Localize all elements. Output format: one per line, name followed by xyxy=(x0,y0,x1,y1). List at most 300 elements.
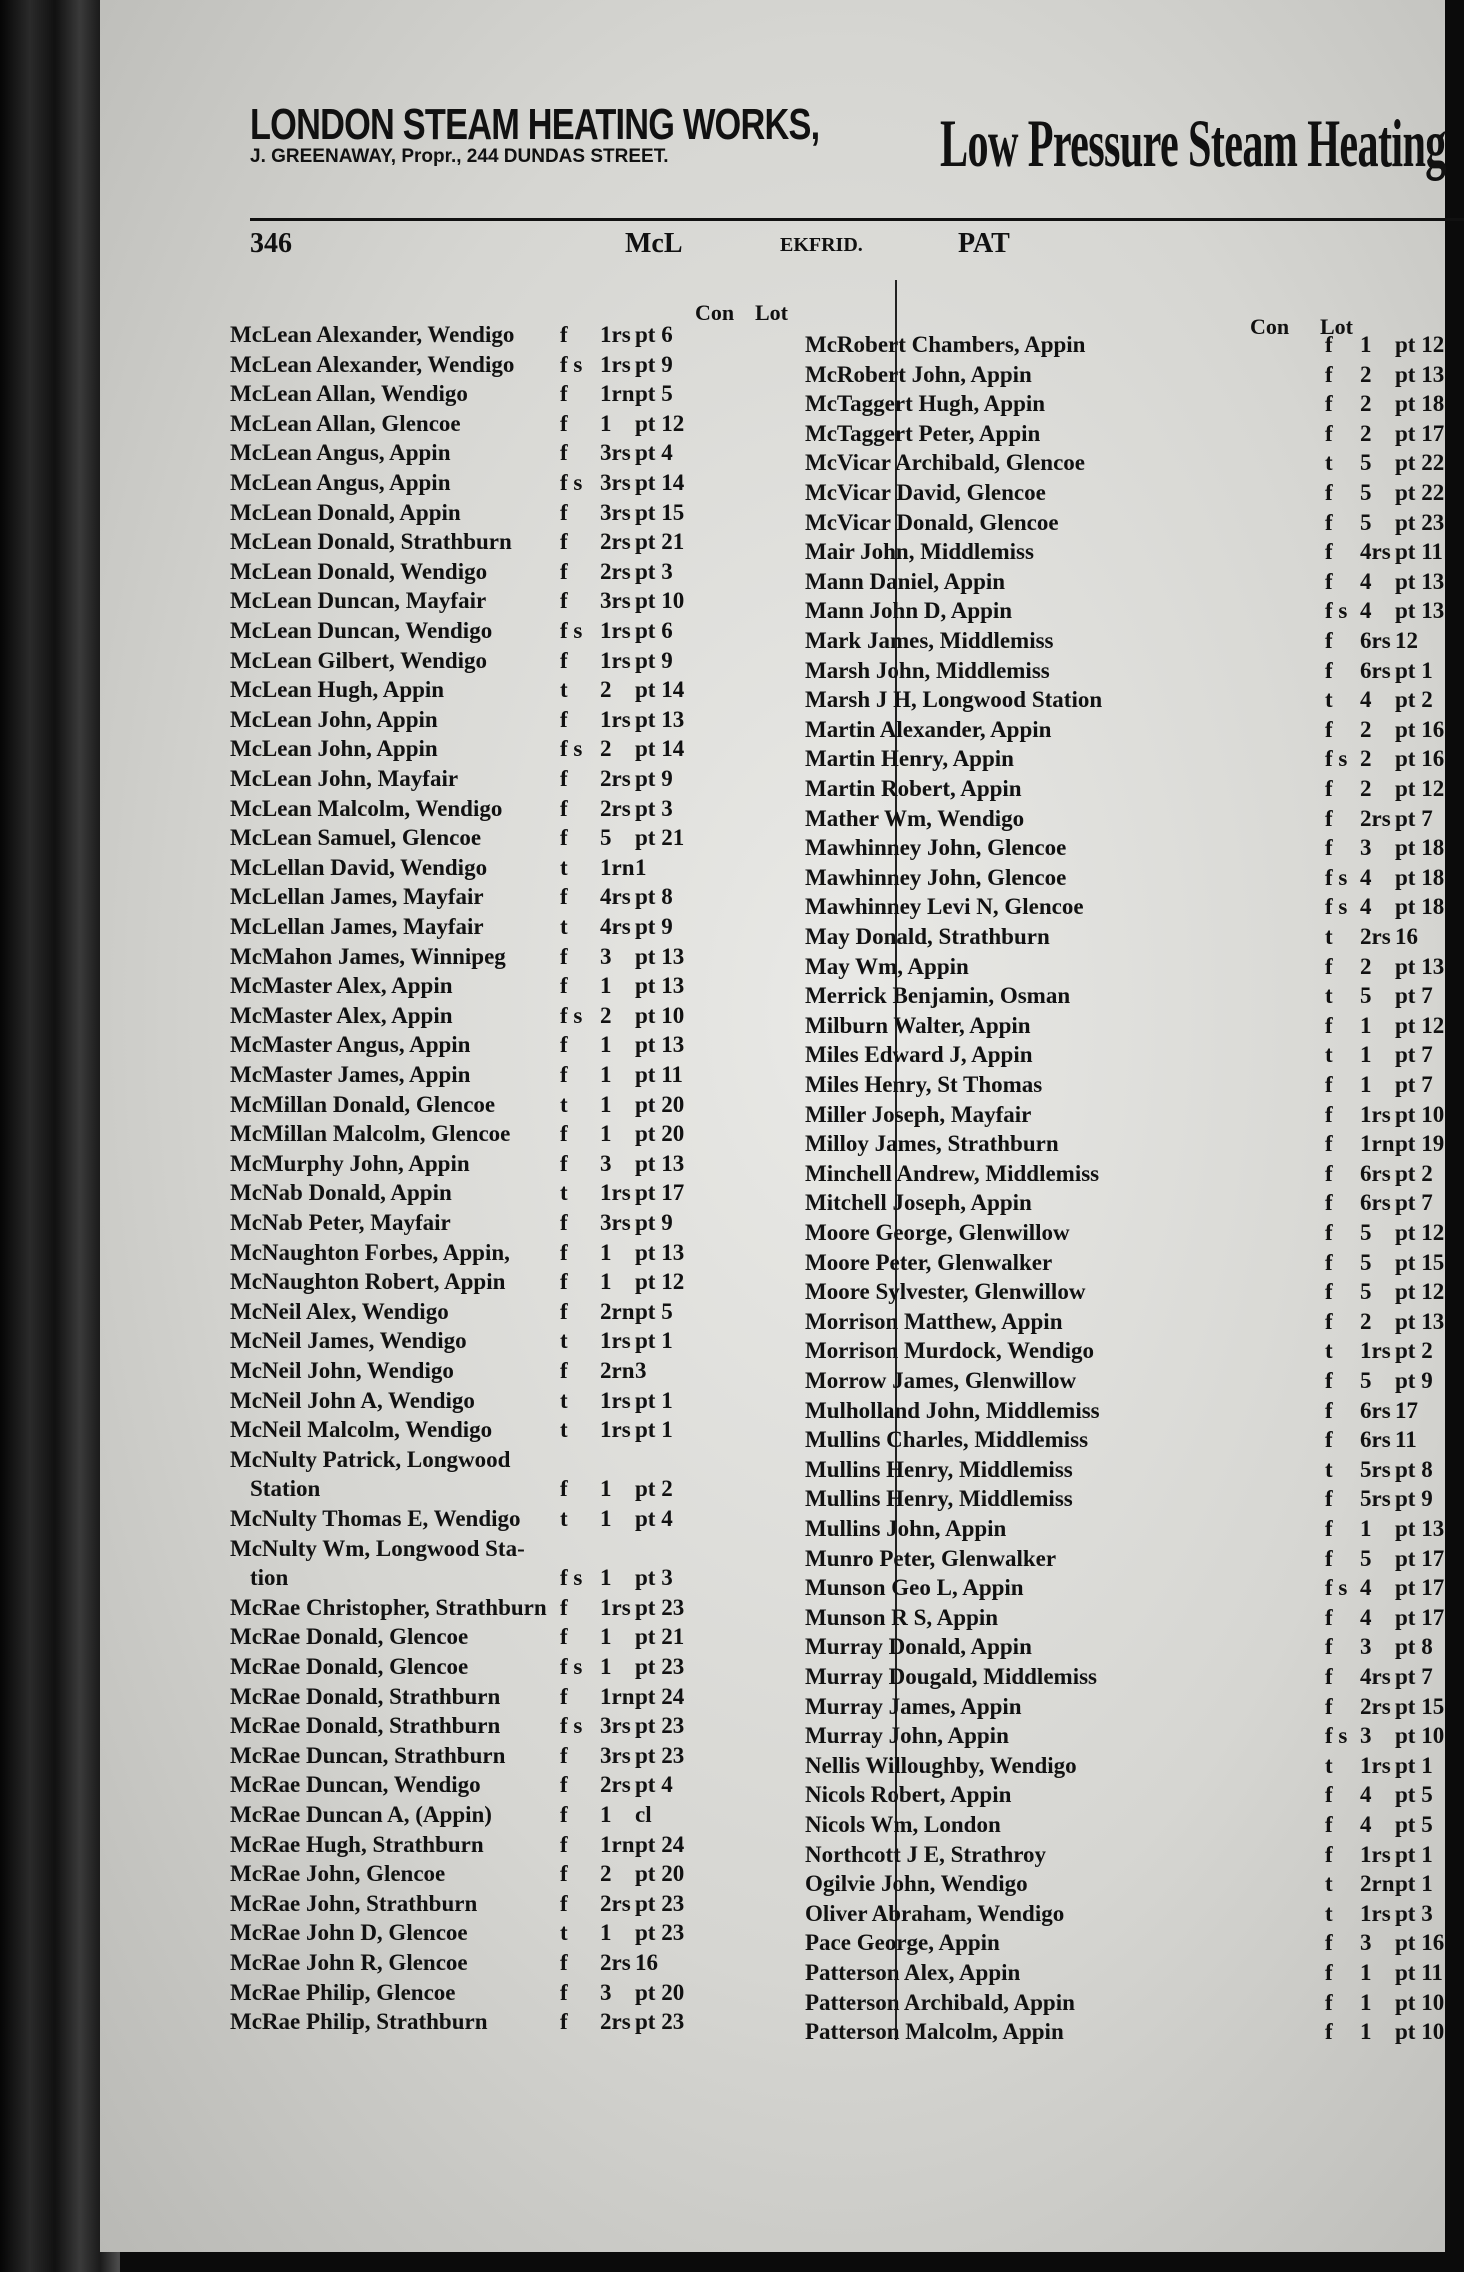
directory-entry xyxy=(805,1042,1445,1070)
entry-concession: 1rs xyxy=(600,1328,631,1354)
entry-name: McTaggert Hugh, Appin xyxy=(805,391,1046,417)
directory-entry xyxy=(230,1565,890,1593)
banner-left xyxy=(250,100,980,168)
entry-concession: 1rs xyxy=(1360,1900,1391,1926)
entry-tenure: f xyxy=(1325,657,1333,683)
entry-tenure: f xyxy=(560,1239,568,1265)
directory-entry xyxy=(230,440,890,468)
entry-tenure: f xyxy=(1325,391,1333,417)
entry-lot: pt 23 xyxy=(635,1742,685,1768)
entry-lot: pt 3 xyxy=(635,795,673,821)
directory-entry xyxy=(230,884,890,912)
directory-entry xyxy=(805,1486,1445,1514)
directory-entry xyxy=(230,529,890,557)
entry-tenure: t xyxy=(560,1417,568,1443)
directory-entry xyxy=(230,1980,890,2008)
entry-concession: 5rs xyxy=(1360,1456,1391,1482)
directory-entry xyxy=(805,1753,1445,1781)
entry-lot: pt 3 xyxy=(635,1565,673,1591)
entry-lot: pt 22 xyxy=(1395,450,1445,476)
entry-concession: 4rs xyxy=(1360,539,1391,565)
entry-tenure: f xyxy=(560,322,568,347)
entry-name: Martin Robert, Appin xyxy=(805,776,1022,801)
entry-tenure: f xyxy=(560,440,568,466)
entry-concession: 3rs xyxy=(600,440,631,466)
entry-tenure: f xyxy=(1325,1930,1333,1956)
directory-entry xyxy=(805,1368,1445,1396)
entry-concession: 4 xyxy=(1360,598,1372,624)
directory-entry xyxy=(230,855,890,883)
entry-concession: 6rs xyxy=(1360,1160,1391,1186)
entry-tenure: f xyxy=(560,1032,568,1058)
entry-tenure: f s xyxy=(1325,894,1348,920)
entry-lot: pt 1 xyxy=(1395,1841,1433,1867)
directory-entry xyxy=(230,1802,890,1830)
entry-lot: 17 xyxy=(1395,1397,1418,1423)
entry-concession: 2rs xyxy=(600,529,631,555)
entry-tenure: f xyxy=(1325,835,1333,861)
entry-concession: 1 xyxy=(1360,1012,1372,1038)
directory-entry xyxy=(805,1072,1445,1100)
entry-tenure: f xyxy=(560,1121,568,1147)
entry-name: McNeil Alex, Wendigo xyxy=(230,1298,449,1324)
directory-entry xyxy=(805,1190,1445,1218)
entry-tenure: f xyxy=(1325,1841,1333,1867)
directory-entry xyxy=(805,1871,1445,1899)
entry-name: McLean John, Appin xyxy=(230,736,438,762)
entry-name: McNulty Patrick, Longwood xyxy=(230,1446,511,1472)
entry-concession: 2 xyxy=(1360,391,1372,417)
directory-entry xyxy=(230,677,890,705)
entry-concession: 3 xyxy=(1360,1930,1372,1956)
entry-tenure: t xyxy=(1325,1338,1333,1364)
entry-name: Munson R S, Appin xyxy=(805,1604,999,1630)
entry-tenure: f xyxy=(1325,1220,1333,1245)
entry-name: Miller Joseph, Mayfair xyxy=(805,1101,1032,1127)
directory-entry xyxy=(230,618,890,646)
entry-lot: pt 5 xyxy=(1395,1782,1433,1808)
directory-entry xyxy=(805,717,1445,745)
directory-entry xyxy=(230,1417,890,1445)
entry-lot: pt 23 xyxy=(635,1713,685,1739)
entry-name: McNeil Malcolm, Wendigo xyxy=(230,1417,493,1443)
entry-lot: 1 xyxy=(635,854,647,880)
directory-entry xyxy=(230,1180,890,1208)
entry-tenure: f xyxy=(560,706,568,732)
entry-name: McLellan James, Mayfair xyxy=(230,914,484,939)
entry-lot: pt 1 xyxy=(635,1387,673,1413)
directory-entry xyxy=(805,598,1445,626)
entry-tenure: t xyxy=(560,914,568,939)
entry-concession: 5 xyxy=(1360,509,1372,535)
entry-lot: pt 2 xyxy=(1395,1160,1433,1186)
entry-name: McLean Donald, Wendigo xyxy=(230,558,488,584)
directory-entry xyxy=(230,1536,890,1564)
entry-tenure: f s xyxy=(560,1002,583,1028)
directory-entry xyxy=(805,1960,1445,1988)
entry-concession: 1 xyxy=(600,973,612,999)
directory-entry xyxy=(805,1930,1445,1958)
entry-tenure: f xyxy=(560,1831,568,1857)
entry-name: Martin Alexander, Appin xyxy=(805,716,1052,742)
entry-concession: 4 xyxy=(1360,568,1372,594)
entry-tenure: f xyxy=(1325,539,1333,565)
entry-tenure: f xyxy=(1325,1101,1333,1127)
entry-concession: 1 xyxy=(600,1506,612,1531)
entry-tenure: t xyxy=(560,854,568,880)
entry-lot: pt 20 xyxy=(635,1091,685,1117)
entry-lot: pt 24 xyxy=(635,1831,685,1857)
directory-entry xyxy=(230,648,890,676)
entry-concession: 1 xyxy=(600,1091,612,1117)
directory-entry xyxy=(230,1743,890,1771)
entry-name: McNaughton Robert, Appin xyxy=(230,1269,506,1295)
entry-lot: pt 5 xyxy=(1395,1812,1433,1837)
entry-lot: pt 1 xyxy=(1395,657,1433,683)
entry-tenure: f s xyxy=(560,1713,583,1739)
entry-name: McNulty Thomas E, Wendigo xyxy=(230,1506,521,1531)
entry-name: Minchell Andrew, Middlemiss xyxy=(805,1160,1100,1186)
entry-lot: pt 10 xyxy=(1395,1723,1445,1749)
directory-entry xyxy=(230,1358,890,1386)
entry-concession: 5 xyxy=(1360,983,1372,1009)
entry-tenure: f xyxy=(560,1594,568,1620)
entry-tenure: f xyxy=(560,1210,568,1235)
entry-lot: pt 13 xyxy=(1395,598,1445,624)
entry-lot: pt 8 xyxy=(635,884,673,910)
entry-name: Miles Henry, St Thomas xyxy=(805,1072,1043,1097)
entry-concession: 2 xyxy=(600,1861,612,1887)
banner-title: LONDON STEAM HEATING WORKS, xyxy=(250,100,820,149)
directory-entry xyxy=(230,707,890,735)
directory-entry xyxy=(805,658,1445,686)
entry-lot: pt 9 xyxy=(1395,1486,1433,1512)
entry-concession: 3rs xyxy=(600,1713,631,1739)
entry-lot: pt 4 xyxy=(635,440,673,466)
right-con-header: Con xyxy=(1250,314,1290,339)
directory-entry xyxy=(230,1269,890,1297)
directory-entry xyxy=(230,411,890,439)
entry-lot: pt 20 xyxy=(635,1861,685,1887)
directory-entry xyxy=(805,510,1445,538)
entry-concession: 1rs xyxy=(600,618,631,643)
entry-concession: 1 xyxy=(1360,2019,1372,2045)
entry-lot: pt 23 xyxy=(635,1654,685,1679)
entry-tenure: f s xyxy=(1325,1723,1348,1749)
banner-tagline: Low Pressure Steam Heating xyxy=(940,105,1446,181)
entry-name: Patterson Malcolm, Appin xyxy=(805,2019,1064,2045)
left-lot-header: Lot xyxy=(755,300,788,325)
entry-tenure: f s xyxy=(1325,864,1348,890)
entry-name: McNeil John A, Wendigo xyxy=(230,1387,475,1413)
entry-lot: pt 11 xyxy=(1395,539,1443,565)
entry-name: Mather Wm, Wendigo xyxy=(805,805,1025,831)
directory-entry xyxy=(805,628,1445,656)
entry-concession: 1rs xyxy=(600,1594,631,1620)
directory-entry xyxy=(805,1309,1445,1337)
directory-entry xyxy=(230,1003,890,1031)
entry-lot: pt 18 xyxy=(1395,835,1445,861)
entry-tenure: f xyxy=(1325,1604,1333,1630)
entry-lot: pt 9 xyxy=(635,351,673,377)
entry-concession: 4rs xyxy=(600,914,631,939)
entry-tenure: f s xyxy=(560,351,583,377)
directory-entry xyxy=(805,1990,1445,2018)
directory-entry xyxy=(805,1812,1445,1840)
entry-concession: 3 xyxy=(600,1150,612,1176)
entry-tenure: t xyxy=(560,1180,568,1206)
entry-lot: pt 21 xyxy=(635,529,685,555)
directory-entry xyxy=(230,1476,890,1504)
directory-entry xyxy=(805,776,1445,804)
entry-tenure: f xyxy=(1325,953,1333,979)
entry-name: McRae Duncan, Wendigo xyxy=(230,1772,481,1798)
entry-name: Mulholland John, Middlemiss xyxy=(805,1397,1100,1423)
entry-lot: pt 3 xyxy=(635,558,673,584)
entry-tenure: f xyxy=(560,1269,568,1295)
entry-lot: pt 5 xyxy=(635,381,673,407)
entry-tenure: f s xyxy=(560,1565,583,1591)
entry-tenure: t xyxy=(1325,1871,1333,1897)
entry-concession: 4 xyxy=(1360,1812,1372,1837)
directory-entry xyxy=(805,806,1445,834)
entry-lot: pt 13 xyxy=(1395,1516,1445,1541)
entry-name: McNab Peter, Mayfair xyxy=(230,1210,451,1235)
entry-name: McRobert Chambers, Appin xyxy=(805,332,1086,357)
entry-name: McLean John, Mayfair xyxy=(230,766,459,791)
entry-name: McRae Hugh, Strathburn xyxy=(230,1831,484,1857)
entry-tenure: f xyxy=(560,1624,568,1650)
entry-tenure: t xyxy=(560,1091,568,1117)
entry-lot: pt 7 xyxy=(1395,983,1433,1009)
entry-name: Mullins John, Appin xyxy=(805,1516,1007,1541)
entry-concession: 1 xyxy=(600,1476,612,1502)
entry-lot: 16 xyxy=(635,1950,658,1975)
entry-lot: pt 11 xyxy=(635,1062,683,1087)
entry-lot: pt 6 xyxy=(635,322,673,347)
directory-entry xyxy=(805,1338,1445,1366)
entry-concession: 6rs xyxy=(1360,1397,1391,1423)
entry-name: Pace George, Appin xyxy=(805,1930,1000,1956)
directory-entry xyxy=(805,1427,1445,1455)
entry-concession: 1 xyxy=(1360,1516,1372,1541)
entry-lot: pt 10 xyxy=(1395,1989,1445,2015)
entry-tenure: f xyxy=(560,381,568,407)
entry-name: McRae John D, Glencoe xyxy=(230,1920,468,1946)
entry-concession: 2 xyxy=(1360,420,1372,446)
entry-tenure: f xyxy=(1325,1012,1333,1038)
entry-tenure: f s xyxy=(1325,1575,1348,1601)
entry-concession: 1 xyxy=(600,1802,612,1827)
directory-entry xyxy=(230,500,890,528)
directory-entry xyxy=(805,1102,1445,1130)
entry-lot: pt 3 xyxy=(1395,1900,1433,1926)
entry-tenure: f xyxy=(560,558,568,584)
entry-tenure: t xyxy=(1325,924,1333,949)
directory-entry xyxy=(230,588,890,616)
entry-concession: 2rs xyxy=(600,1772,631,1798)
entry-tenure: f xyxy=(560,1683,568,1709)
entry-name: McLean Angus, Appin xyxy=(230,440,451,466)
entry-lot: pt 16 xyxy=(1395,1930,1445,1956)
directory-entry xyxy=(230,1092,890,1120)
entry-lot: pt 8 xyxy=(1395,1634,1433,1660)
entry-concession: 2 xyxy=(1360,746,1372,772)
entry-concession: 1rs xyxy=(600,1387,631,1413)
entry-concession: 5 xyxy=(1360,1368,1372,1393)
directory-entry xyxy=(805,1575,1445,1603)
directory-entry xyxy=(805,332,1445,360)
entry-name: McNeil James, Wendigo xyxy=(230,1328,467,1354)
entry-name: Mawhinney John, Glencoe xyxy=(805,835,1067,861)
entry-concession: 6rs xyxy=(1360,628,1391,653)
entry-concession: 3rs xyxy=(600,1742,631,1768)
entry-concession: 3 xyxy=(1360,1723,1372,1749)
entry-tenure: t xyxy=(560,1920,568,1946)
entry-concession: 1rs xyxy=(1360,1338,1391,1364)
entry-tenure: f xyxy=(560,795,568,821)
entry-lot: pt 10 xyxy=(635,1002,685,1028)
entry-tenure: f xyxy=(1325,361,1333,387)
entry-name: Morrison Matthew, Appin xyxy=(805,1308,1063,1334)
directory-entry xyxy=(230,1151,890,1179)
entry-tenure: f xyxy=(560,1950,568,1975)
directory-entry xyxy=(805,1634,1445,1662)
entry-tenure: f xyxy=(1325,1960,1333,1985)
entry-concession: 2rs xyxy=(600,2009,631,2035)
banner-subtitle: J. GREENAWAY, Propr., 244 DUNDAS STREET. xyxy=(250,146,669,167)
entry-concession: 1rs xyxy=(600,1417,631,1443)
entry-name: Patterson Alex, Appin xyxy=(805,1960,1021,1985)
entry-tenure: f xyxy=(1325,509,1333,535)
directory-entry xyxy=(805,1605,1445,1633)
entry-tenure: f xyxy=(1325,1693,1333,1719)
entry-concession: 1 xyxy=(600,1565,612,1591)
directory-entry xyxy=(805,1398,1445,1426)
directory-entry xyxy=(805,924,1445,952)
entry-name: Oliver Abraham, Wendigo xyxy=(805,1900,1065,1926)
entry-name: McRae Donald, Glencoe xyxy=(230,1654,469,1679)
entry-lot: pt 7 xyxy=(1395,1664,1433,1689)
entry-lot: pt 6 xyxy=(635,618,673,643)
entry-lot: pt 7 xyxy=(1395,805,1433,831)
directory-entry xyxy=(230,381,890,409)
directory-entry xyxy=(230,1595,890,1623)
entry-tenure: f xyxy=(560,1742,568,1768)
entry-concession: 6rs xyxy=(1360,1190,1391,1216)
entry-name: Mawhinney John, Glencoe xyxy=(805,864,1067,890)
entry-name: McRae Philip, Glencoe xyxy=(230,1979,456,2005)
entry-concession: 2rs xyxy=(600,1950,631,1975)
entry-concession: 2 xyxy=(1360,953,1372,979)
entry-lot: pt 2 xyxy=(1395,1338,1433,1364)
directory-entry xyxy=(230,973,890,1001)
entry-name: McRae John, Glencoe xyxy=(230,1861,446,1887)
entry-tenure: f s xyxy=(1325,746,1348,772)
entry-tenure: t xyxy=(1325,1042,1333,1068)
entry-concession: 1 xyxy=(1360,1989,1372,2015)
entry-lot: pt 13 xyxy=(1395,1308,1445,1334)
directory-entry xyxy=(805,954,1445,982)
directory-entry xyxy=(230,1832,890,1860)
directory-entry xyxy=(230,352,890,380)
entry-lot: pt 10 xyxy=(1395,1101,1445,1127)
entry-lot: pt 23 xyxy=(1395,509,1445,535)
entry-tenure: f xyxy=(560,1890,568,1916)
directory-entry xyxy=(230,766,890,794)
entry-name: McNaughton Forbes, Appin, xyxy=(230,1239,510,1265)
entry-lot: pt 12 xyxy=(1395,1220,1445,1245)
entry-name: McLean Gilbert, Wendigo xyxy=(230,647,488,673)
entry-concession: 2rn xyxy=(1360,1871,1395,1897)
entry-name: Murray John, Appin xyxy=(805,1723,1009,1749)
entry-tenure: f xyxy=(560,2009,568,2035)
entry-name: Murray James, Appin xyxy=(805,1693,1022,1719)
entry-lot: pt 1 xyxy=(635,1328,673,1354)
directory-entry xyxy=(805,362,1445,390)
entry-name: McMaster Alex, Appin xyxy=(230,1002,453,1028)
entry-lot: pt 18 xyxy=(1395,894,1445,920)
entry-tenure: t xyxy=(1325,983,1333,1009)
entry-name: McLean Donald, Strathburn xyxy=(230,529,512,555)
entry-lot: pt 12 xyxy=(635,410,685,436)
entry-lot: pt 9 xyxy=(635,766,673,791)
entry-tenure: f xyxy=(1325,1664,1333,1689)
entry-lot: pt 21 xyxy=(635,825,685,851)
entry-tenure: t xyxy=(1325,1752,1333,1778)
directory-entry xyxy=(230,1447,890,1475)
entry-lot: pt 9 xyxy=(635,647,673,673)
entry-name: McRae John, Strathburn xyxy=(230,1890,478,1916)
entry-concession: 1 xyxy=(600,410,612,436)
entry-name: McRae Donald, Glencoe xyxy=(230,1624,469,1650)
right-lot-header: Lot xyxy=(1320,314,1353,339)
directory-entry xyxy=(805,480,1445,508)
entry-lot: pt 17 xyxy=(1395,420,1445,446)
entry-concession: 5 xyxy=(600,825,612,851)
entry-tenure: f xyxy=(1325,1368,1333,1393)
entry-lot: pt 13 xyxy=(635,973,685,999)
entry-name: Murray Donald, Appin xyxy=(805,1634,1032,1660)
entry-lot: pt 15 xyxy=(635,499,685,525)
entry-concession: 1rs xyxy=(1360,1101,1391,1127)
entry-lot: pt 4 xyxy=(635,1506,673,1531)
entry-name: Mullins Henry, Middlemiss xyxy=(805,1456,1073,1482)
entry-name: McLean Allan, Glencoe xyxy=(230,410,461,436)
entry-tenure: f xyxy=(1325,1190,1333,1216)
entry-tenure: f xyxy=(1325,1279,1333,1305)
entry-lot: pt 5 xyxy=(635,1298,673,1324)
entry-name: Munson Geo L, Appin xyxy=(805,1575,1024,1601)
entry-concession: 4rs xyxy=(600,884,631,910)
entry-tenure: f xyxy=(1325,1427,1333,1453)
entry-concession: 4 xyxy=(1360,687,1372,713)
entry-tenure: f s xyxy=(560,736,583,762)
entry-lot: pt 14 xyxy=(635,470,685,495)
directory-entry xyxy=(230,1121,890,1149)
entry-name: McLean Duncan, Mayfair xyxy=(230,588,487,614)
entry-name: McRae Philip, Strathburn xyxy=(230,2009,488,2035)
entry-name: McMaster James, Appin xyxy=(230,1062,471,1087)
entry-concession: 5 xyxy=(1360,1279,1372,1305)
entry-name: Murray Dougald, Middlemiss xyxy=(805,1664,1097,1689)
entry-concession: 2rs xyxy=(600,795,631,821)
entry-lot: pt 22 xyxy=(1395,480,1445,505)
entry-name: Patterson Archibald, Appin xyxy=(805,1989,1075,2015)
directory-entry xyxy=(805,391,1445,419)
entry-concession: 1rs xyxy=(600,647,631,673)
directory-entry xyxy=(230,1624,890,1652)
